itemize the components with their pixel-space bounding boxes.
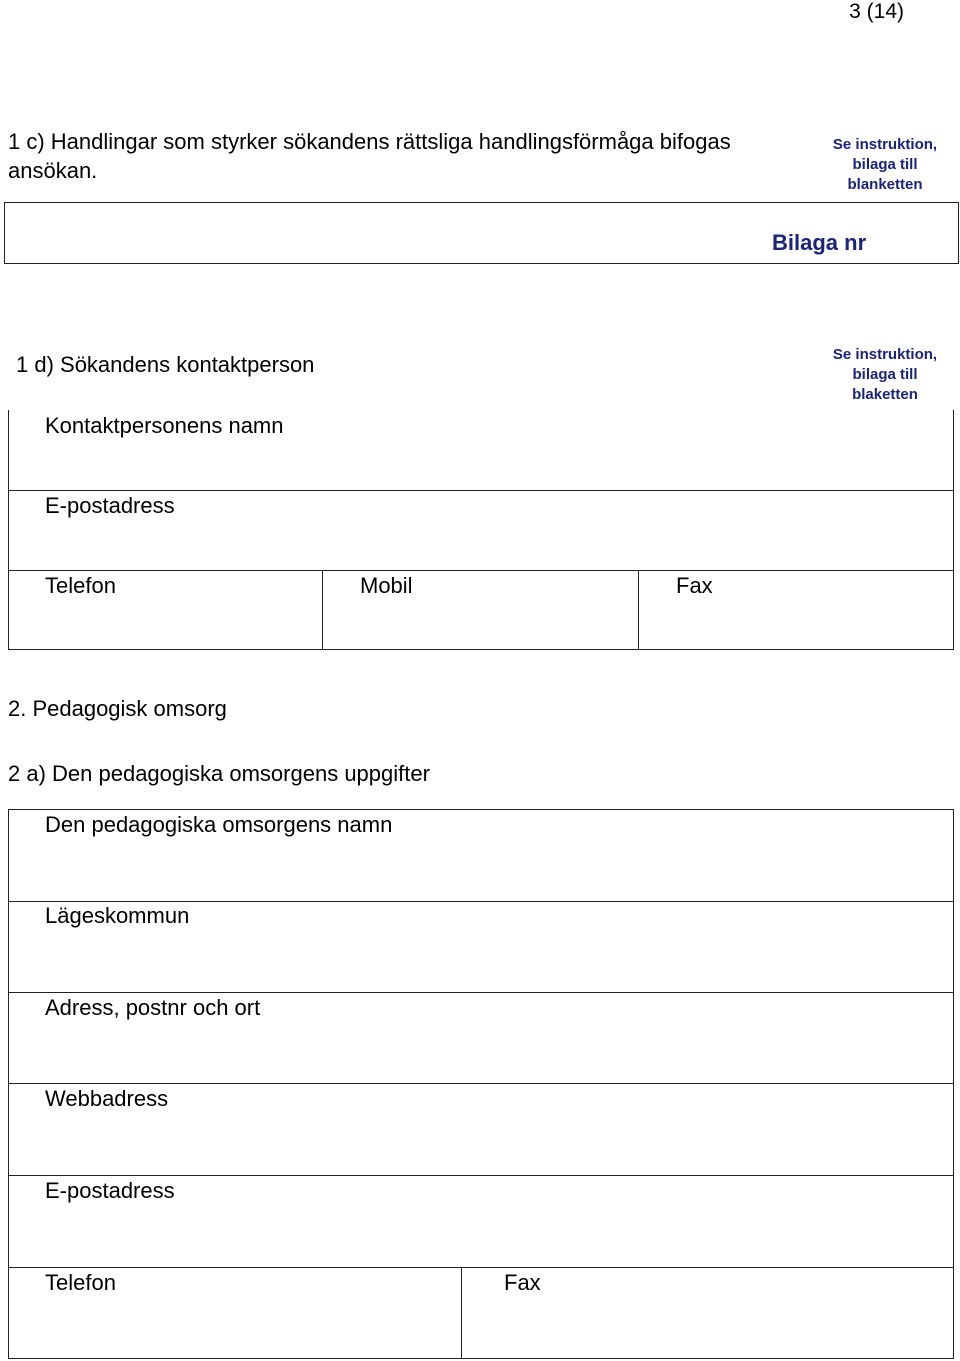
section-1c-heading-line1: 1 c) Handlingar som styrker sökandens rättsliga handlingsförmåga bifogas bbox=[8, 129, 731, 154]
contact-person-form bbox=[8, 410, 954, 650]
instruction-note-line: bilaga till bbox=[852, 366, 918, 383]
contact-name-field[interactable]: Kontaktpersonens namn bbox=[45, 413, 284, 438]
instruction-note-line: bilaga till bbox=[852, 156, 918, 173]
page-number: 3 (14) bbox=[849, 0, 904, 23]
bilaga-nr-label: Bilaga nr bbox=[772, 230, 867, 255]
section-1d-instruction-note bbox=[810, 345, 960, 405]
section-2-heading: 2. Pedagogisk omsorg bbox=[8, 696, 227, 721]
section-1d-heading: 1 d) Sökandens kontaktperson bbox=[16, 352, 315, 377]
care-municipality-field[interactable]: Lägeskommun bbox=[45, 903, 190, 928]
attachment-box bbox=[4, 202, 959, 264]
care-fax-field[interactable]: Fax bbox=[504, 1270, 541, 1295]
contact-email-field[interactable]: E-postadress bbox=[45, 493, 175, 518]
contact-mobile-field[interactable]: Mobil bbox=[360, 573, 413, 598]
care-web-field[interactable]: Webbadress bbox=[45, 1086, 169, 1111]
care-address-field[interactable]: Adress, postnr och ort bbox=[45, 995, 261, 1020]
care-phone-field[interactable]: Telefon bbox=[45, 1270, 116, 1295]
section-2a-subheading: 2 a) Den pedagogiska omsorgens uppgifter bbox=[8, 761, 430, 786]
section-1c-heading-line2: ansökan. bbox=[8, 158, 98, 183]
instruction-note-line: Se instruktion, bbox=[832, 136, 938, 153]
instruction-note-line: blanketten bbox=[847, 176, 923, 193]
pedagogical-care-form bbox=[8, 809, 954, 1359]
instruction-note-line: Se instruktion, bbox=[832, 346, 938, 363]
care-name-field[interactable]: Den pedagogiska omsorgens namn bbox=[45, 812, 393, 837]
instruction-note-line: blaketten bbox=[852, 386, 918, 403]
contact-fax-field[interactable]: Fax bbox=[676, 573, 713, 598]
section-1c-instruction-note bbox=[810, 135, 960, 195]
care-email-field[interactable]: E-postadress bbox=[45, 1178, 175, 1203]
contact-phone-field[interactable]: Telefon bbox=[45, 573, 116, 598]
